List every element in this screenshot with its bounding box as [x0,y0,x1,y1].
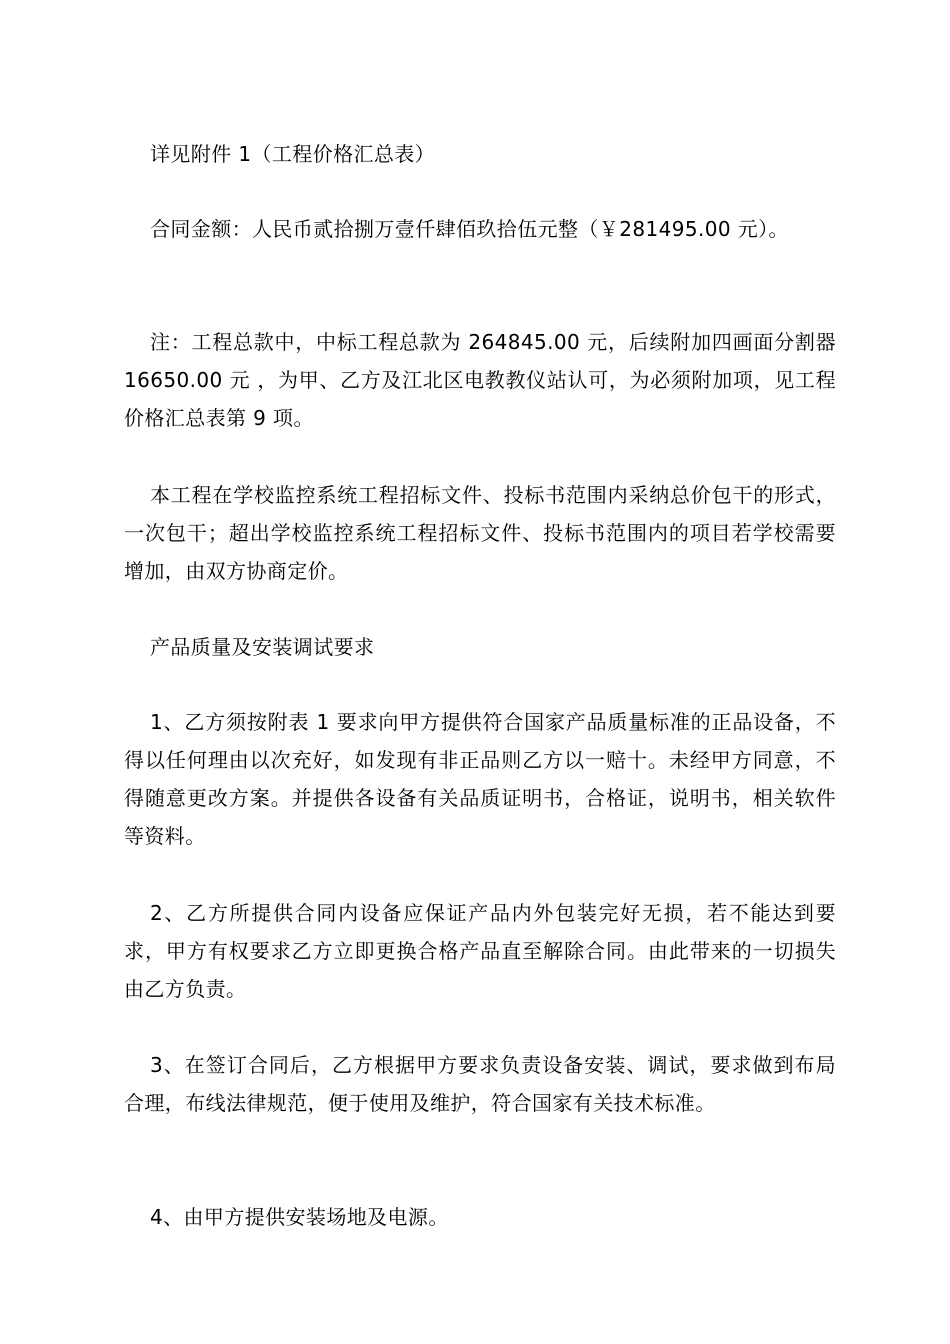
contract-amount-paragraph: 合同金额：人民币贰拾捌万壹仟肆佰玖拾伍元整（￥281495.00 元）。 [150,217,789,241]
requirement-item-2: 2、乙方所提供合同内设备应保证产品内外包装完好无损，若不能达到要求，甲方有权要求乙方立即更换合格产品直至解除合同。由此带来的一切损失由乙方负责。 [124,901,836,1001]
requirement-item-3: 3、在签订合同后，乙方根据甲方要求负责设备安装、调试，要求做到布局合理，布线法律规范，便于使用及维护，符合国家有关技术标准。 [124,1053,836,1115]
section-heading: 产品质量及安装调试要求 [150,635,375,659]
requirement-item-4: 4、由甲方提供安装场地及电源。 [150,1205,449,1229]
requirement-item-1: 1、乙方须按附表 1 要求向甲方提供符合国家产品质量标准的正品设备，不得以任何理由以次充好，如发现有非正品则乙方以一赔十。未经甲方同意，不得随意更改方案。并提供各设备有关品质证明书，合格证，说明书，相关软件等资料。 [124,710,836,848]
attachment-reference-paragraph: 详见附件 1（工程价格汇总表） [150,142,436,166]
note-paragraph: 注：工程总款中，中标工程总款为 264845.00 元，后续附加四画面分割器 16650.00 元 ，为甲、乙方及江北区电教教仪站认可，为必须附加项，见工程价格汇总表第 9 项。 [124,330,836,430]
lump-sum-paragraph: 本工程在学校监控系统工程招标文件、投标书范围内采纳总价包干的形式，一次包干；超出学校监控系统工程招标文件、投标书范围内的项目若学校需要增加，由双方协商定价。 [124,483,836,583]
